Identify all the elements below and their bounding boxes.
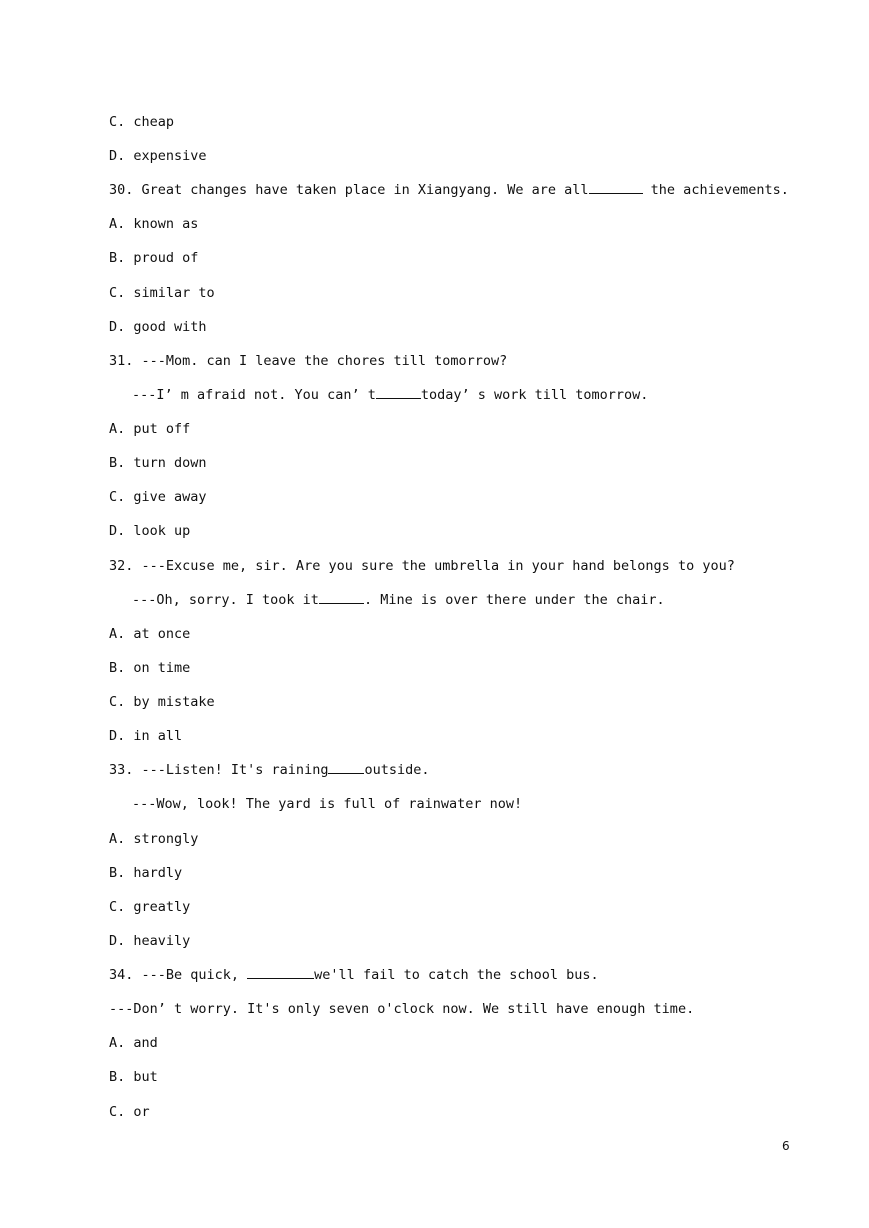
q33-stem-start: 33. ---Listen! It's raining xyxy=(109,762,329,778)
q30-stem xyxy=(109,181,789,199)
q31-option-b: B. turn down xyxy=(109,455,207,471)
q30-stem-end: the achievements. xyxy=(642,182,789,198)
q31-reply xyxy=(132,386,648,404)
q33-reply: ---Wow, look! The yard is full of rainwater now! xyxy=(132,796,523,812)
q34-reply: ---Don’ t worry. It's only seven o'clock now. We still have enough time. xyxy=(109,1001,695,1017)
q33-option-d: D. heavily xyxy=(109,933,191,949)
page-number: 6 xyxy=(782,1139,790,1153)
q32-option-b: B. on time xyxy=(109,660,191,676)
q31-option-d: D. look up xyxy=(109,523,191,539)
q31-option-a: A. put off xyxy=(109,421,191,437)
q33-option-a: A. strongly xyxy=(109,831,199,847)
q32-option-d: D. in all xyxy=(109,728,183,744)
q30-option-d: D. good with xyxy=(109,319,207,335)
q31-option-c: C. give away xyxy=(109,489,207,505)
answer-blank xyxy=(589,181,643,194)
q32-option-c: C. by mistake xyxy=(109,694,215,710)
q30-option-a: A. known as xyxy=(109,216,199,232)
q34-stem xyxy=(109,966,599,984)
answer-blank xyxy=(247,966,314,979)
q29-option-c: C. cheap xyxy=(109,114,175,130)
q34-stem-start: 34. ---Be quick, xyxy=(109,967,248,983)
q34-option-a: A. and xyxy=(109,1035,158,1051)
answer-blank xyxy=(328,761,364,774)
answer-blank xyxy=(319,591,364,604)
q30-option-c: C. similar to xyxy=(109,285,215,301)
q32-reply-start: ---Oh, sorry. I took it xyxy=(132,592,319,608)
answer-blank xyxy=(376,386,421,399)
q31-reply-end: today’ s work till tomorrow. xyxy=(420,387,649,403)
q34-option-b: B. but xyxy=(109,1069,158,1085)
q31-stem: 31. ---Mom. can I leave the chores till tomorrow? xyxy=(109,353,508,369)
q32-reply xyxy=(132,591,665,609)
q33-stem-end: outside. xyxy=(364,762,430,778)
q30-stem-start: 30. Great changes have taken place in Xiangyang. We are all xyxy=(109,182,589,198)
q31-reply-start: ---I’ m afraid not. You can’ t xyxy=(132,387,376,403)
q34-option-c: C. or xyxy=(109,1104,150,1120)
q32-reply-end: . Mine is over there under the chair. xyxy=(363,592,665,608)
q34-stem-end: we'll fail to catch the school bus. xyxy=(314,967,599,983)
q30-option-b: B. proud of xyxy=(109,250,199,266)
q33-option-b: B. hardly xyxy=(109,865,183,881)
q33-option-c: C. greatly xyxy=(109,899,191,915)
q32-stem: 32. ---Excuse me, sir. Are you sure the umbrella in your hand belongs to you? xyxy=(109,558,735,574)
q29-option-d: D. expensive xyxy=(109,148,207,164)
q32-option-a: A. at once xyxy=(109,626,191,642)
q33-stem xyxy=(109,761,429,779)
